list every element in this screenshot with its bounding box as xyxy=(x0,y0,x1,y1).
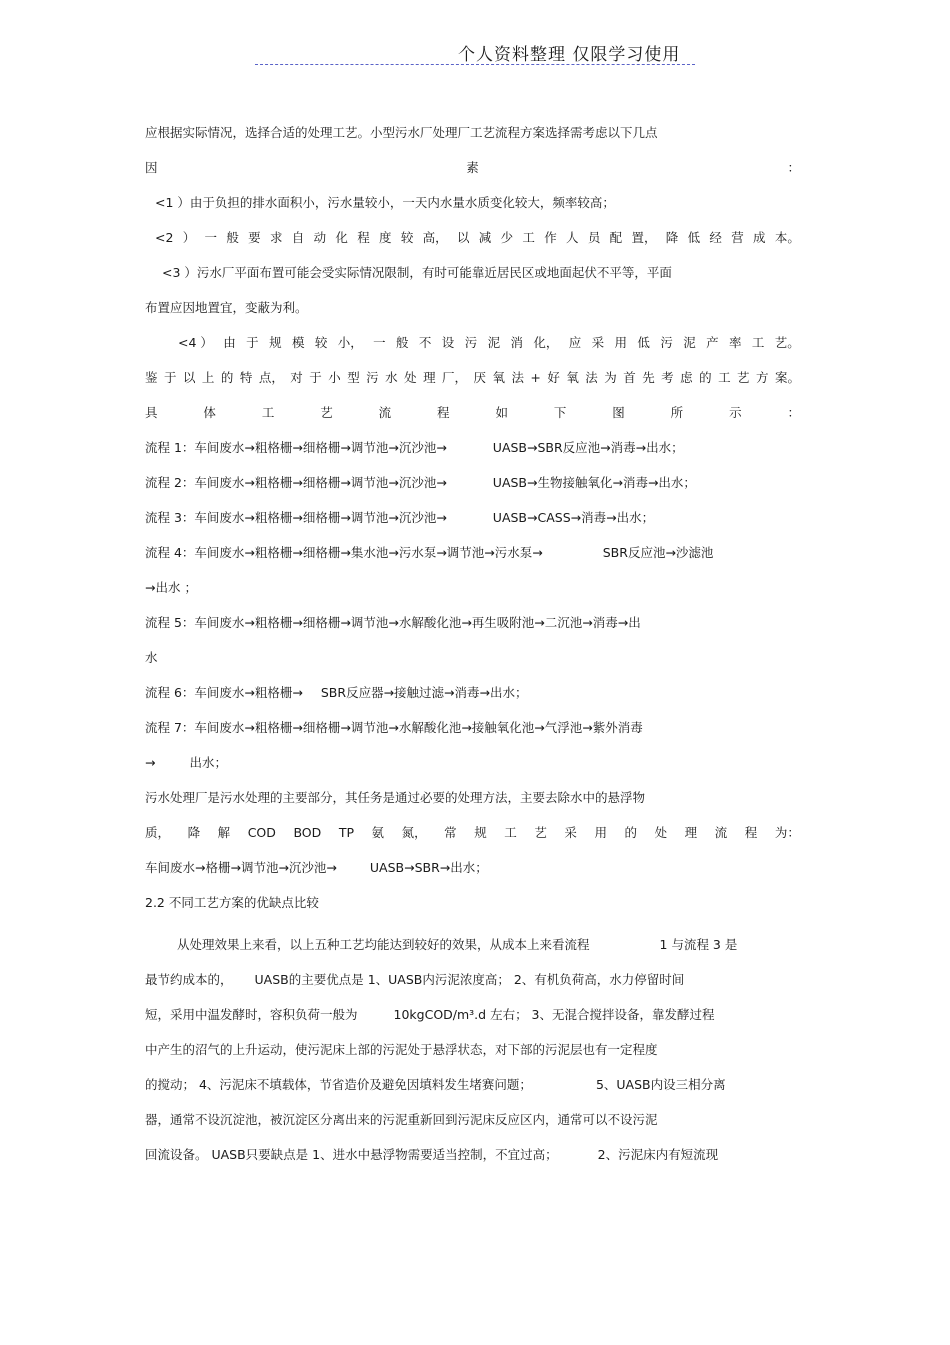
flow-text: SBR反应器→接触过滤→消毒→出水； xyxy=(320,685,528,700)
text-token: 少 xyxy=(500,230,514,245)
text-token: 考 xyxy=(661,370,674,385)
text-token: 为 xyxy=(604,370,617,385)
text-token: 采 xyxy=(564,825,577,840)
text-line xyxy=(177,936,800,954)
text-token: 先 xyxy=(642,370,655,385)
text-token: 用 xyxy=(594,825,607,840)
text-token: ： xyxy=(787,160,800,175)
text-token: 的 xyxy=(699,370,712,385)
text-token: 模 xyxy=(291,335,305,350)
text-line: 布置应因地置宜，变蔽为利。 xyxy=(145,300,308,315)
text-token: + xyxy=(530,370,541,385)
text-token: 低 xyxy=(687,230,701,245)
text-token: 艺。 xyxy=(774,335,800,350)
text-token: 质， xyxy=(145,825,171,840)
text-token: 置， xyxy=(631,230,657,245)
text-token: 成 xyxy=(753,230,766,245)
text-token: 工 xyxy=(504,825,517,840)
text-token: 案。 xyxy=(774,370,800,385)
text-token: 工 xyxy=(261,405,275,420)
text-token: 解 xyxy=(217,825,231,840)
text-token: 厂， xyxy=(442,370,468,385)
text-token: 体 xyxy=(203,405,216,420)
text-line xyxy=(145,754,800,772)
text-line xyxy=(145,971,800,989)
text-token: TP xyxy=(338,825,354,840)
process-flow-7: 流程 7：车间废水→粗格栅→细格栅→调节池→水解酸化池→接触氧化池→气浮池→紫外消毒 xyxy=(145,720,643,735)
text-line: <3 ）污水厂平面布置可能会受实际情况限制，有时可能靠近居民区或地面起伏不平等，平面 xyxy=(162,265,672,280)
process-flow-5: 流程 5：车间废水→粗格栅→细格栅→调节池→水解酸化池→再生吸附池→二沉池→消毒→出 xyxy=(145,615,641,630)
text-line: →出水 ； xyxy=(145,580,197,595)
flow-text: 流程 4：车间废水→粗格栅→细格栅→集水池→污水泵→调节池→污水泵→ xyxy=(145,545,543,560)
text-line: 应根据实际情况，选择合适的处理工艺。小型污水厂处理厂工艺流程方案选择需考虑以下几点 xyxy=(145,125,658,140)
flow-text: UASB→生物接触氧化→消毒→出水； xyxy=(492,475,696,490)
text-token: 于 xyxy=(163,370,177,385)
text-token: 以 xyxy=(456,230,470,245)
text-segment: UASB的主要优点是 1、UASB内污泥浓度高； 2、有机负荷高，水力停留时间 xyxy=(254,972,685,987)
text-token: 氮， xyxy=(401,825,427,840)
text-token: 方 xyxy=(756,370,769,385)
text-token: 人 xyxy=(566,230,579,245)
text-token: 动 xyxy=(313,230,327,245)
text-token: 氨 xyxy=(371,825,385,840)
process-flow-1 xyxy=(145,439,800,457)
process-flow-3 xyxy=(145,509,800,527)
text-token: 求 xyxy=(269,230,283,245)
text-token: ） xyxy=(182,230,196,245)
text-token: 度 xyxy=(379,230,392,245)
text-segment: 最节约成本的， xyxy=(145,972,233,987)
text-token: 处 xyxy=(654,825,668,840)
text-token: 般 xyxy=(396,335,409,350)
text-token: 艺 xyxy=(737,370,750,385)
flow-text: 车间废水→格栅→调节池→沉沙池→ xyxy=(145,860,337,875)
text-token: 规 xyxy=(474,825,487,840)
text-token: 点， xyxy=(258,370,284,385)
text-token: 为： xyxy=(774,825,800,840)
text-token: 理 xyxy=(684,825,698,840)
text-token: BOD xyxy=(293,825,322,840)
header-divider xyxy=(255,64,695,65)
text-token: 示 xyxy=(729,405,742,420)
text-token: 工 xyxy=(718,370,731,385)
flow-text: UASB→CASS→消毒→出水； xyxy=(492,510,655,525)
page-header-title: 个人资料整理 仅限学习使用 xyxy=(458,45,681,65)
text-token: <4 ） xyxy=(178,335,213,350)
text-token: 作 xyxy=(544,230,557,245)
text-token: 污 xyxy=(660,335,673,350)
text-token: 减 xyxy=(478,230,492,245)
text-token: 处 xyxy=(404,370,417,385)
text-token: 所 xyxy=(670,405,684,420)
text-token: ： xyxy=(787,405,800,420)
text-token: 本。 xyxy=(774,230,800,245)
text-token: 艺 xyxy=(320,405,333,420)
process-flow-6 xyxy=(145,684,800,702)
text-line: 中产生的沼气的上升运动，使污泥床上部的污泥处于悬浮状态，对下部的污泥层也有一定程度 xyxy=(145,1042,658,1057)
text-token: 具 xyxy=(145,405,158,420)
text-token: 流 xyxy=(378,405,392,420)
text-token: 因 xyxy=(145,160,158,175)
text-token: 较 xyxy=(400,230,414,245)
text-token: 营 xyxy=(731,230,744,245)
text-segment: 2、污泥床内有短流现 xyxy=(597,1147,719,1162)
text-segment: 的搅动； 4、污泥床不填载体，节省造价及避免因填料发生堵赛问题； xyxy=(145,1077,532,1092)
text-line: 器，通常不设沉淀池，被沉淀区分离出来的污泥重新回到污泥床反应区内，通常可以不设污泥 xyxy=(145,1112,658,1127)
text-token: 由 xyxy=(223,335,236,350)
text-token: 污 xyxy=(366,370,379,385)
text-token: 低 xyxy=(637,335,650,350)
text-segment: 10kgCOD/m³.d 左右； 3、无混合搅拌设备，靠发酵过程 xyxy=(393,1007,715,1022)
text-segment: 短，采用中温发酵时，容积负荷一般为 xyxy=(145,1007,358,1022)
text-token: 上 xyxy=(201,370,215,385)
text-segment: 从处理效果上来看，以上五种工艺均能达到较好的效果，从成本上来看流程 xyxy=(177,937,590,952)
flow-text: 流程 1：车间废水→粗格栅→细格栅→调节池→沉沙池→ xyxy=(145,440,447,455)
text-token: 工 xyxy=(751,335,765,350)
text-token: 特 xyxy=(239,370,253,385)
text-token: 鉴 xyxy=(145,370,158,385)
text-token: 降 xyxy=(665,230,679,245)
section-heading: 2.2 不同工艺方案的优缺点比较 xyxy=(145,895,319,910)
text-token: 化 xyxy=(335,230,348,245)
text-token: 氧 xyxy=(566,370,579,385)
text-token: 工 xyxy=(522,230,535,245)
text-segment: 1 与流程 3 是 xyxy=(659,937,738,952)
text-token: 一 xyxy=(204,230,218,245)
text-segment: 5、UASB内设三相分离 xyxy=(595,1077,726,1092)
text-token: 于 xyxy=(309,370,322,385)
text-segment: 回流设备。 UASB只要缺点是 1、进水中悬浮物需要适当控制，不宜过高； xyxy=(145,1147,558,1162)
text-token: 配 xyxy=(609,230,623,245)
text-token: 水 xyxy=(385,370,398,385)
text-token: 程 xyxy=(437,405,450,420)
text-line xyxy=(155,229,800,247)
text-token: 员 xyxy=(587,230,601,245)
text-token: 如 xyxy=(495,405,508,420)
text-token: COD xyxy=(247,825,276,840)
flow-text: 流程 6：车间废水→粗格栅→ xyxy=(145,685,303,700)
text-token: 应 xyxy=(568,335,582,350)
text-token: 艺 xyxy=(534,825,547,840)
text-token: 小 xyxy=(328,370,341,385)
text-token: 程 xyxy=(357,230,370,245)
text-token: 理 xyxy=(423,370,436,385)
text-token: 化， xyxy=(533,335,559,350)
flow-text: 流程 3：车间废水→粗格栅→细格栅→调节池→沉沙池→ xyxy=(145,510,447,525)
text-token: 虑 xyxy=(680,370,693,385)
text-token: 的 xyxy=(624,825,638,840)
text-token: 般 xyxy=(226,230,239,245)
flow-text: → xyxy=(145,755,156,770)
flow-text: 出水； xyxy=(189,755,227,770)
text-token: 小， xyxy=(337,335,363,350)
text-line: <1 ）由于负担的排水面积小，污水量较小，一天内水量水质变化较大，频率较高； xyxy=(155,195,615,210)
text-token: 于 xyxy=(246,335,259,350)
text-token: 以 xyxy=(182,370,196,385)
flow-text: 流程 2：车间废水→粗格栅→细格栅→调节池→沉沙池→ xyxy=(145,475,447,490)
text-line xyxy=(145,824,800,842)
text-token: 好 xyxy=(547,370,560,385)
text-token: 率 xyxy=(728,335,742,350)
text-token: 高， xyxy=(422,230,448,245)
text-token: 型 xyxy=(347,370,360,385)
text-token: 规 xyxy=(269,335,282,350)
flow-text: SBR反应池→沙滤池 xyxy=(602,545,714,560)
text-token: 素 xyxy=(466,160,479,175)
text-token: 用 xyxy=(614,335,628,350)
text-line xyxy=(145,1076,800,1094)
text-line: 水 xyxy=(145,650,158,665)
text-line xyxy=(145,1146,800,1164)
text-token: 降 xyxy=(187,825,201,840)
text-token: 污 xyxy=(464,335,478,350)
text-token: 一 xyxy=(373,335,386,350)
text-token: 设 xyxy=(441,335,455,350)
text-token: 厌 xyxy=(473,370,487,385)
flow-text: UASB→SBR反应池→消毒→出水； xyxy=(492,440,684,455)
text-token: 法 xyxy=(585,370,598,385)
text-token: 的 xyxy=(220,370,234,385)
text-token: 常 xyxy=(444,825,457,840)
text-token: <2 xyxy=(155,230,174,245)
text-token: 消 xyxy=(510,335,523,350)
text-token: 下 xyxy=(553,405,567,420)
text-token: 泥 xyxy=(487,335,501,350)
text-line xyxy=(145,1006,800,1024)
text-token: 流 xyxy=(714,825,728,840)
text-line xyxy=(145,159,800,177)
process-flow-common xyxy=(145,859,800,877)
text-token: 要 xyxy=(248,230,261,245)
text-token: 首 xyxy=(623,370,636,385)
text-token: 对 xyxy=(290,370,303,385)
flow-text: UASB→SBR→出水； xyxy=(369,860,488,875)
text-token: 经 xyxy=(709,230,722,245)
text-token: 不 xyxy=(418,335,432,350)
text-token: 泥 xyxy=(683,335,696,350)
text-line xyxy=(145,369,800,387)
text-token: 程 xyxy=(744,825,758,840)
text-line: 污水处理厂是污水处理的主要部分，其任务是通过必要的处理方法，主要去除水中的悬浮物 xyxy=(145,790,646,805)
text-line xyxy=(178,334,800,352)
text-token: 自 xyxy=(291,230,305,245)
process-flow-2 xyxy=(145,474,800,492)
text-token: 产 xyxy=(706,335,719,350)
text-token: 图 xyxy=(612,405,625,420)
text-token: 法 xyxy=(511,370,524,385)
text-token: 采 xyxy=(591,335,605,350)
text-token: 较 xyxy=(314,335,328,350)
text-line xyxy=(145,404,800,422)
process-flow-4 xyxy=(145,544,800,562)
text-token: 氧 xyxy=(492,370,505,385)
